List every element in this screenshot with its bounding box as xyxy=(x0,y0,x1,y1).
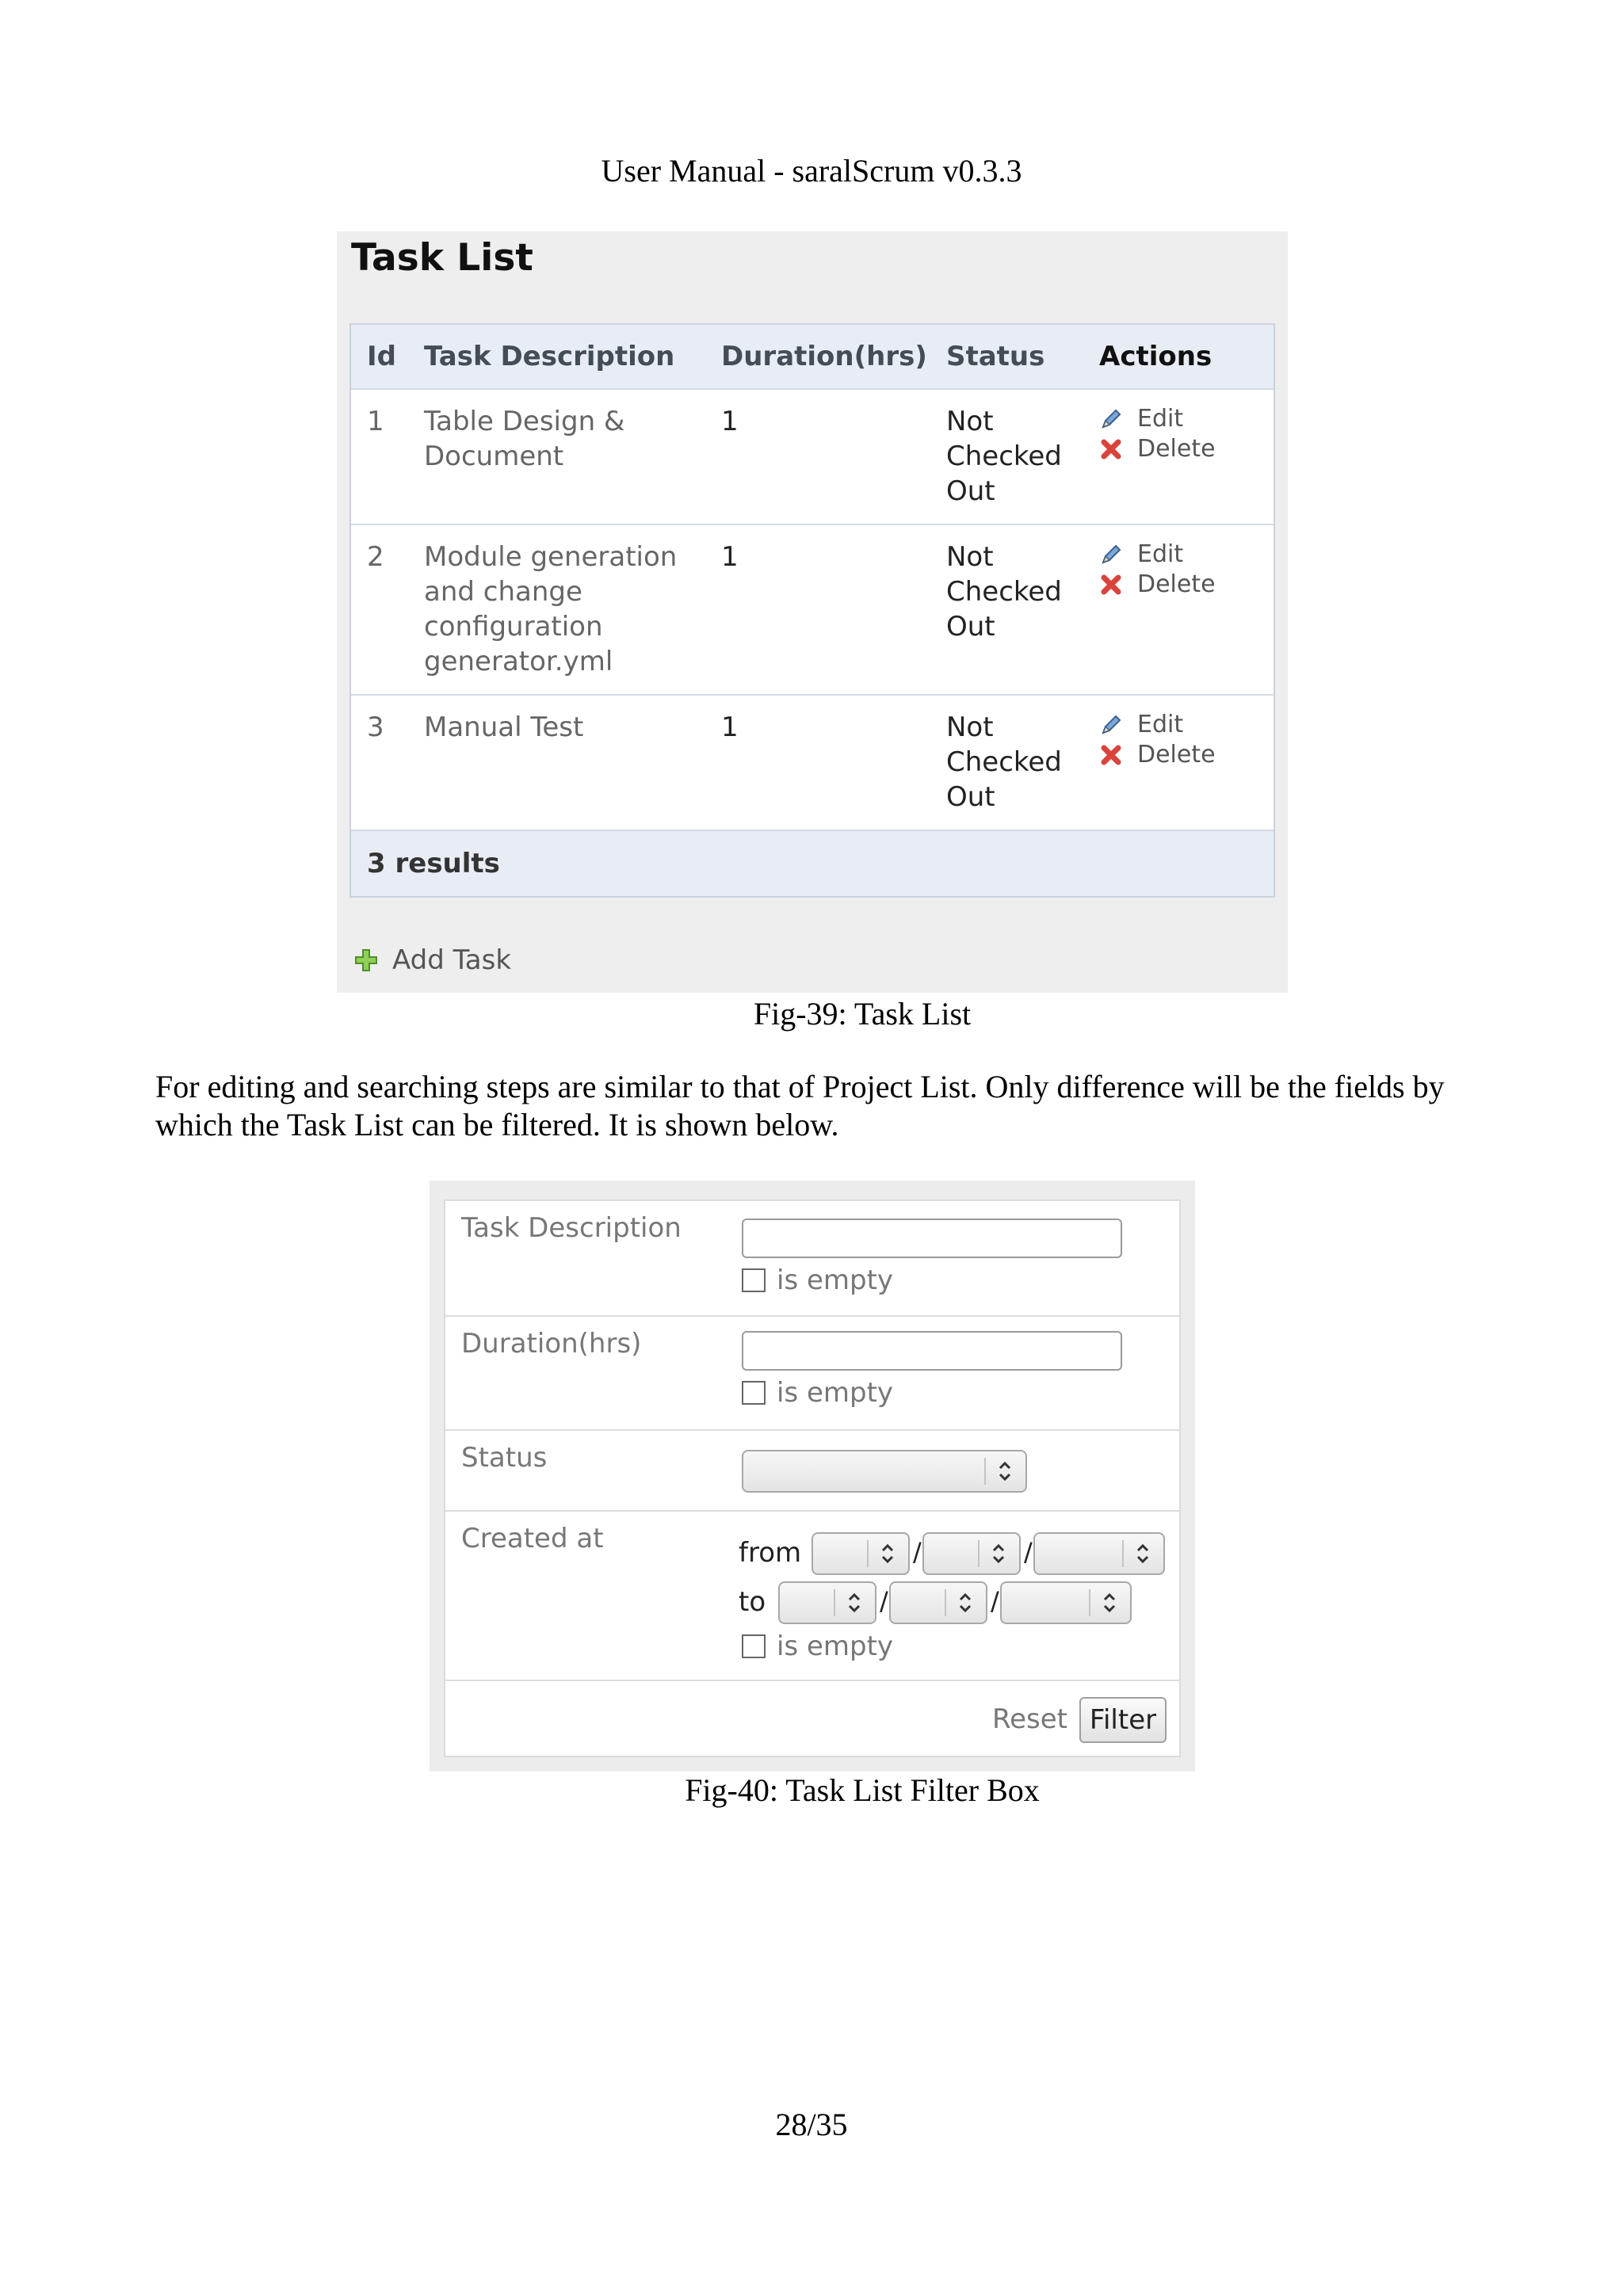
task-actions xyxy=(1083,404,1274,524)
task-duration: 1 xyxy=(721,406,739,437)
task-description-input[interactable] xyxy=(742,1219,1122,1258)
pencil-icon xyxy=(1099,713,1123,737)
select-arrows-icon xyxy=(1132,1539,1154,1568)
date-separator: / xyxy=(1024,1537,1033,1567)
select-divider xyxy=(945,1589,946,1616)
task-id: 1 xyxy=(367,406,384,437)
select-divider xyxy=(984,1458,986,1485)
edit-label: Edit xyxy=(1137,405,1184,433)
select-divider xyxy=(1122,1540,1124,1567)
table-row xyxy=(351,525,1274,696)
edit-label: Edit xyxy=(1137,711,1184,738)
select-divider xyxy=(867,1540,869,1567)
from-year-select[interactable] xyxy=(1033,1532,1165,1575)
filter-box-screenshot xyxy=(430,1180,1195,1772)
green-plus-icon xyxy=(353,947,380,974)
results-footer xyxy=(351,831,1274,896)
filter-label-created-at: Created at xyxy=(461,1523,604,1554)
to-year-select[interactable] xyxy=(1000,1581,1132,1624)
select-divider xyxy=(1089,1589,1090,1616)
task-status: Not Checked Out xyxy=(946,406,1062,507)
select-divider xyxy=(834,1589,835,1616)
filter-label-status: Status xyxy=(461,1442,548,1474)
delete-x-icon xyxy=(1099,437,1123,461)
task-actions xyxy=(1083,540,1274,694)
filter-button[interactable]: Filter xyxy=(1079,1697,1167,1743)
fig40-caption: Fig-40: Task List Filter Box xyxy=(685,1772,1040,1808)
add-task-label: Add Task xyxy=(392,944,512,976)
results-count: 3 results xyxy=(367,848,500,879)
is-empty-label: is empty xyxy=(777,1377,894,1409)
task-description: Module generation and change configuration generator.yml xyxy=(424,541,678,677)
delete-link[interactable] xyxy=(1099,434,1274,464)
pencil-icon xyxy=(1099,407,1123,431)
checkbox[interactable] xyxy=(742,1381,766,1405)
from-label: from xyxy=(739,1537,802,1569)
select-arrows-icon xyxy=(954,1589,976,1617)
column-header-status[interactable]: Status xyxy=(946,341,1045,372)
select-arrows-icon xyxy=(1098,1589,1121,1617)
column-header-id[interactable]: Id xyxy=(367,341,396,372)
document-header: User Manual - saralScrum v0.3.3 xyxy=(601,153,1022,189)
task-status: Not Checked Out xyxy=(946,711,1062,813)
duration-input[interactable] xyxy=(742,1331,1122,1371)
checkbox[interactable] xyxy=(742,1268,766,1292)
select-arrows-icon xyxy=(843,1589,865,1617)
filter-label-duration: Duration(hrs) xyxy=(461,1328,642,1360)
edit-link[interactable] xyxy=(1099,540,1274,570)
edit-link[interactable] xyxy=(1099,404,1274,434)
is-empty-label: is empty xyxy=(777,1630,894,1662)
checkbox[interactable] xyxy=(742,1634,766,1658)
filter-row-task-description xyxy=(445,1201,1179,1317)
delete-link[interactable] xyxy=(1099,570,1274,600)
duration-is-empty[interactable] xyxy=(742,1377,893,1409)
filter-row-duration xyxy=(445,1317,1179,1431)
filter-row-status xyxy=(445,1431,1179,1512)
date-separator: / xyxy=(991,1586,999,1616)
to-label: to xyxy=(739,1586,766,1618)
column-header-description[interactable]: Task Description xyxy=(424,341,675,372)
page-number: 28/35 xyxy=(775,2107,848,2142)
task-status: Not Checked Out xyxy=(946,541,1062,643)
task-description-is-empty[interactable] xyxy=(742,1264,893,1296)
delete-link[interactable] xyxy=(1099,740,1274,770)
table-row xyxy=(351,390,1274,525)
table-header-row xyxy=(351,325,1274,390)
task-description: Manual Test xyxy=(424,711,584,743)
reset-link[interactable]: Reset xyxy=(992,1703,1067,1735)
delete-label: Delete xyxy=(1137,570,1216,598)
task-actions xyxy=(1083,710,1274,830)
filter-label-task-description: Task Description xyxy=(461,1212,682,1244)
task-duration: 1 xyxy=(721,711,739,743)
column-header-actions: Actions xyxy=(1099,341,1212,372)
status-select[interactable] xyxy=(742,1450,1027,1493)
task-id: 2 xyxy=(367,541,384,573)
fig39-caption: Fig-39: Task List xyxy=(753,996,972,1032)
select-arrows-icon xyxy=(876,1539,899,1568)
task-list-title: Task List xyxy=(351,236,533,280)
body-paragraph: For editing and searching steps are similar to that of Project List. Only difference will be the fields by which the Task List can be filtered. It is shown below. xyxy=(155,1069,1445,1142)
edit-label: Edit xyxy=(1137,540,1184,568)
edit-link[interactable] xyxy=(1099,710,1274,740)
to-month-select[interactable] xyxy=(778,1581,876,1624)
filter-row-created-at xyxy=(445,1512,1179,1681)
delete-x-icon xyxy=(1099,573,1123,597)
task-id: 3 xyxy=(367,711,384,743)
delete-label: Delete xyxy=(1137,741,1216,769)
pencil-icon xyxy=(1099,543,1123,566)
from-month-select[interactable] xyxy=(812,1532,910,1575)
task-duration: 1 xyxy=(721,541,739,573)
select-divider xyxy=(978,1540,980,1567)
delete-label: Delete xyxy=(1137,435,1216,463)
delete-x-icon xyxy=(1099,743,1123,767)
task-list-screenshot xyxy=(337,231,1288,993)
date-separator: / xyxy=(913,1537,922,1567)
date-separator: / xyxy=(880,1586,888,1616)
column-header-duration[interactable]: Duration(hrs) xyxy=(721,341,927,372)
created-at-is-empty[interactable] xyxy=(742,1630,893,1662)
select-arrows-icon xyxy=(987,1539,1010,1568)
to-day-select[interactable] xyxy=(889,1581,987,1624)
table-row xyxy=(351,696,1274,831)
task-description: Table Design & Document xyxy=(424,406,625,472)
filter-actions-row xyxy=(445,1681,1179,1756)
task-table xyxy=(349,323,1275,898)
from-day-select[interactable] xyxy=(922,1532,1021,1575)
is-empty-label: is empty xyxy=(777,1264,894,1296)
add-task-link[interactable] xyxy=(353,944,511,976)
filter-box xyxy=(444,1199,1181,1757)
select-arrows-icon xyxy=(994,1457,1016,1486)
